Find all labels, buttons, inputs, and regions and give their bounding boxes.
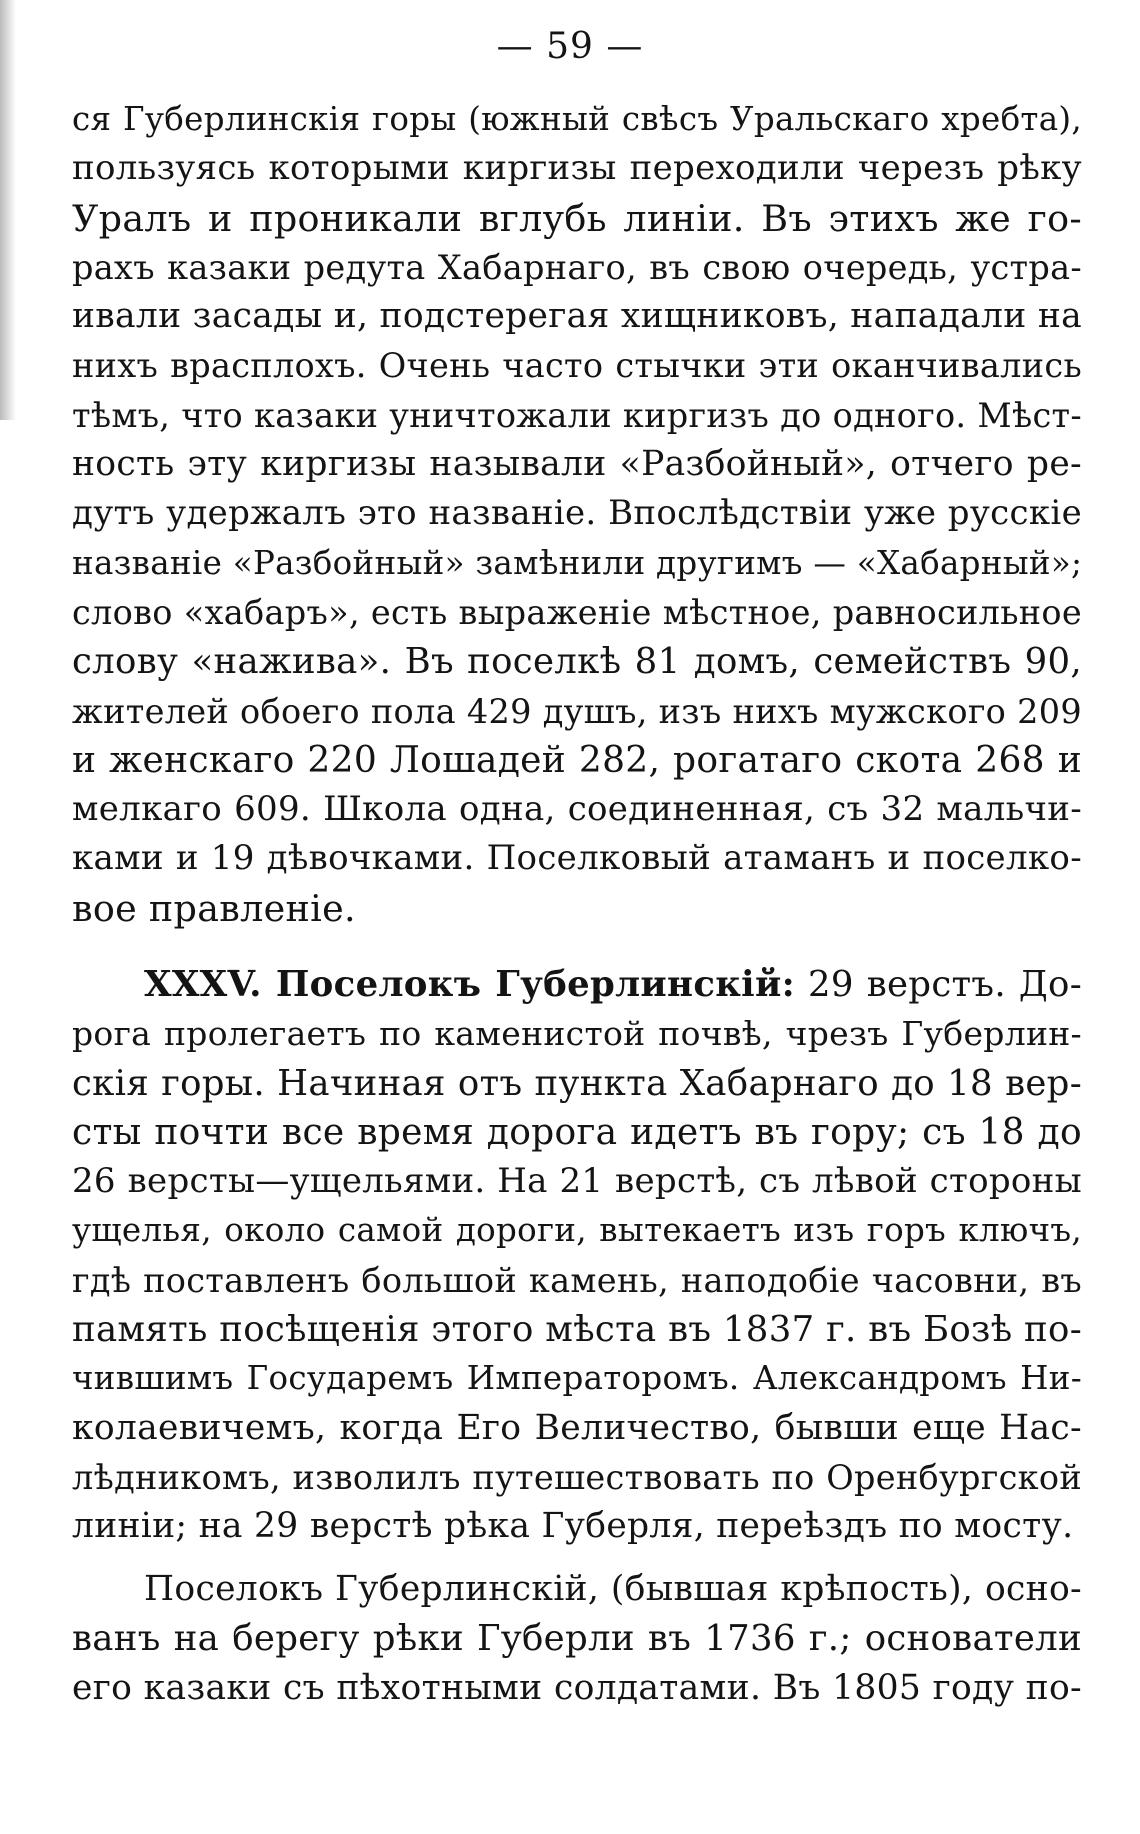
text-line: ками и 19 дѣвочками. Поселковый атаманъ и поселко- (72, 838, 1082, 879)
text-line: ся Губерлинскія горы (южный свѣсъ Уральскаго хребта), (72, 100, 1082, 138)
text-line: гдѣ поставленъ большой камень, наподобіе часовни, въ (72, 1260, 1082, 1300)
paragraph-2 (72, 960, 1082, 1552)
section-heading: XXXV. Поселокъ Губерлинскій: (144, 964, 796, 1005)
text-line: мелкаго 609. Школа одна, соединенная, съ 32 мальчи- (72, 789, 1082, 830)
text-line: колаевичемъ, когда Его Величество, бывши еще Нас- (72, 1407, 1082, 1448)
text-line: слову «нажива». Въ поселкѣ 81 домъ, семействъ 90, (72, 641, 1082, 683)
text-line: дутъ удержалъ это названіе. Впослѣдствіи уже русскіе (72, 493, 1082, 534)
text-line: 26 версты—ущельями. На 21 верстѣ, съ лѣвой стороны (72, 1161, 1082, 1202)
section-first-line (72, 960, 1082, 1009)
text-line: жителей обоего пола 429 душъ, изъ нихъ мужского 209 (72, 691, 1082, 731)
text-line: память посѣщенія этого мѣста въ 1837 г. въ Бозѣ по- (72, 1309, 1082, 1351)
text-line: его казаки съ пѣхотными солдатами. Въ 1805 году по- (72, 1667, 1082, 1708)
text-line: названіе «Разбойный» замѣнили другимъ — «Хабарный»; (72, 543, 1083, 582)
text-line: рахъ казаки редута Хабарнаго, въ свою очередь, устра- (72, 247, 1082, 287)
text-line: рога пролегаетъ по каменистой почвѣ, чрезъ Губерлин- (72, 1014, 1082, 1054)
text-line: лѣдникомъ, изволилъ путешествовать по Оренбургской (72, 1457, 1082, 1497)
text-line: вое правленіе. (72, 886, 356, 930)
text-line: скія горы. Начиная отъ пункта Хабарнаго до 18 вер- (72, 1062, 1082, 1104)
text-line: чившимъ Государемъ Императоромъ. Александромъ Ни- (72, 1359, 1082, 1398)
text-line: Уралъ и проникали вглубь линіи. Въ этихъ же го- (72, 196, 1082, 240)
text-line: нихъ врасплохъ. Очень часто стычки эти оканчивались (72, 346, 1082, 386)
text-line: пользуясь которыми киргизы переходили черезъ рѣку (72, 148, 1082, 189)
text-line: ванъ на берегу рѣки Губерли въ 1736 г.; основатели (72, 1618, 1082, 1660)
text-line: ущелья, около самой дороги, вытекаетъ изъ горъ ключъ, (72, 1211, 1082, 1250)
text-line: тѣмъ, что казаки уничтожали киргизъ до одного. Мѣст- (72, 395, 1082, 435)
text-line: линіи; на 29 верстѣ рѣка Губерля, переѣздъ по мосту. (72, 1506, 1074, 1547)
text-line: ность эту киргизы называли «Разбойный», отчего ре- (72, 444, 1082, 485)
text-line: ивали засады и, подстерегая хищниковъ, нападали на (72, 296, 1082, 337)
paragraph-3 (72, 1565, 1082, 1713)
page-number: — 59 — (496, 26, 644, 67)
text-line: слово «хабаръ», есть выраженіе мѣстное, равносильное (72, 592, 1082, 632)
section-heading-rest: 29 верстъ. До- (795, 964, 1082, 1005)
text-line: и женскаго 220 Лошадей 282, рогатаго скота 268 и (72, 739, 1082, 781)
paragraph-1 (72, 95, 1082, 933)
text-line: Поселокъ Губерлинскій, (бывшая крѣпость), осно- (144, 1569, 1082, 1609)
text-line: сты почти все время дорога идетъ въ гору; съ 18 до (72, 1111, 1082, 1153)
